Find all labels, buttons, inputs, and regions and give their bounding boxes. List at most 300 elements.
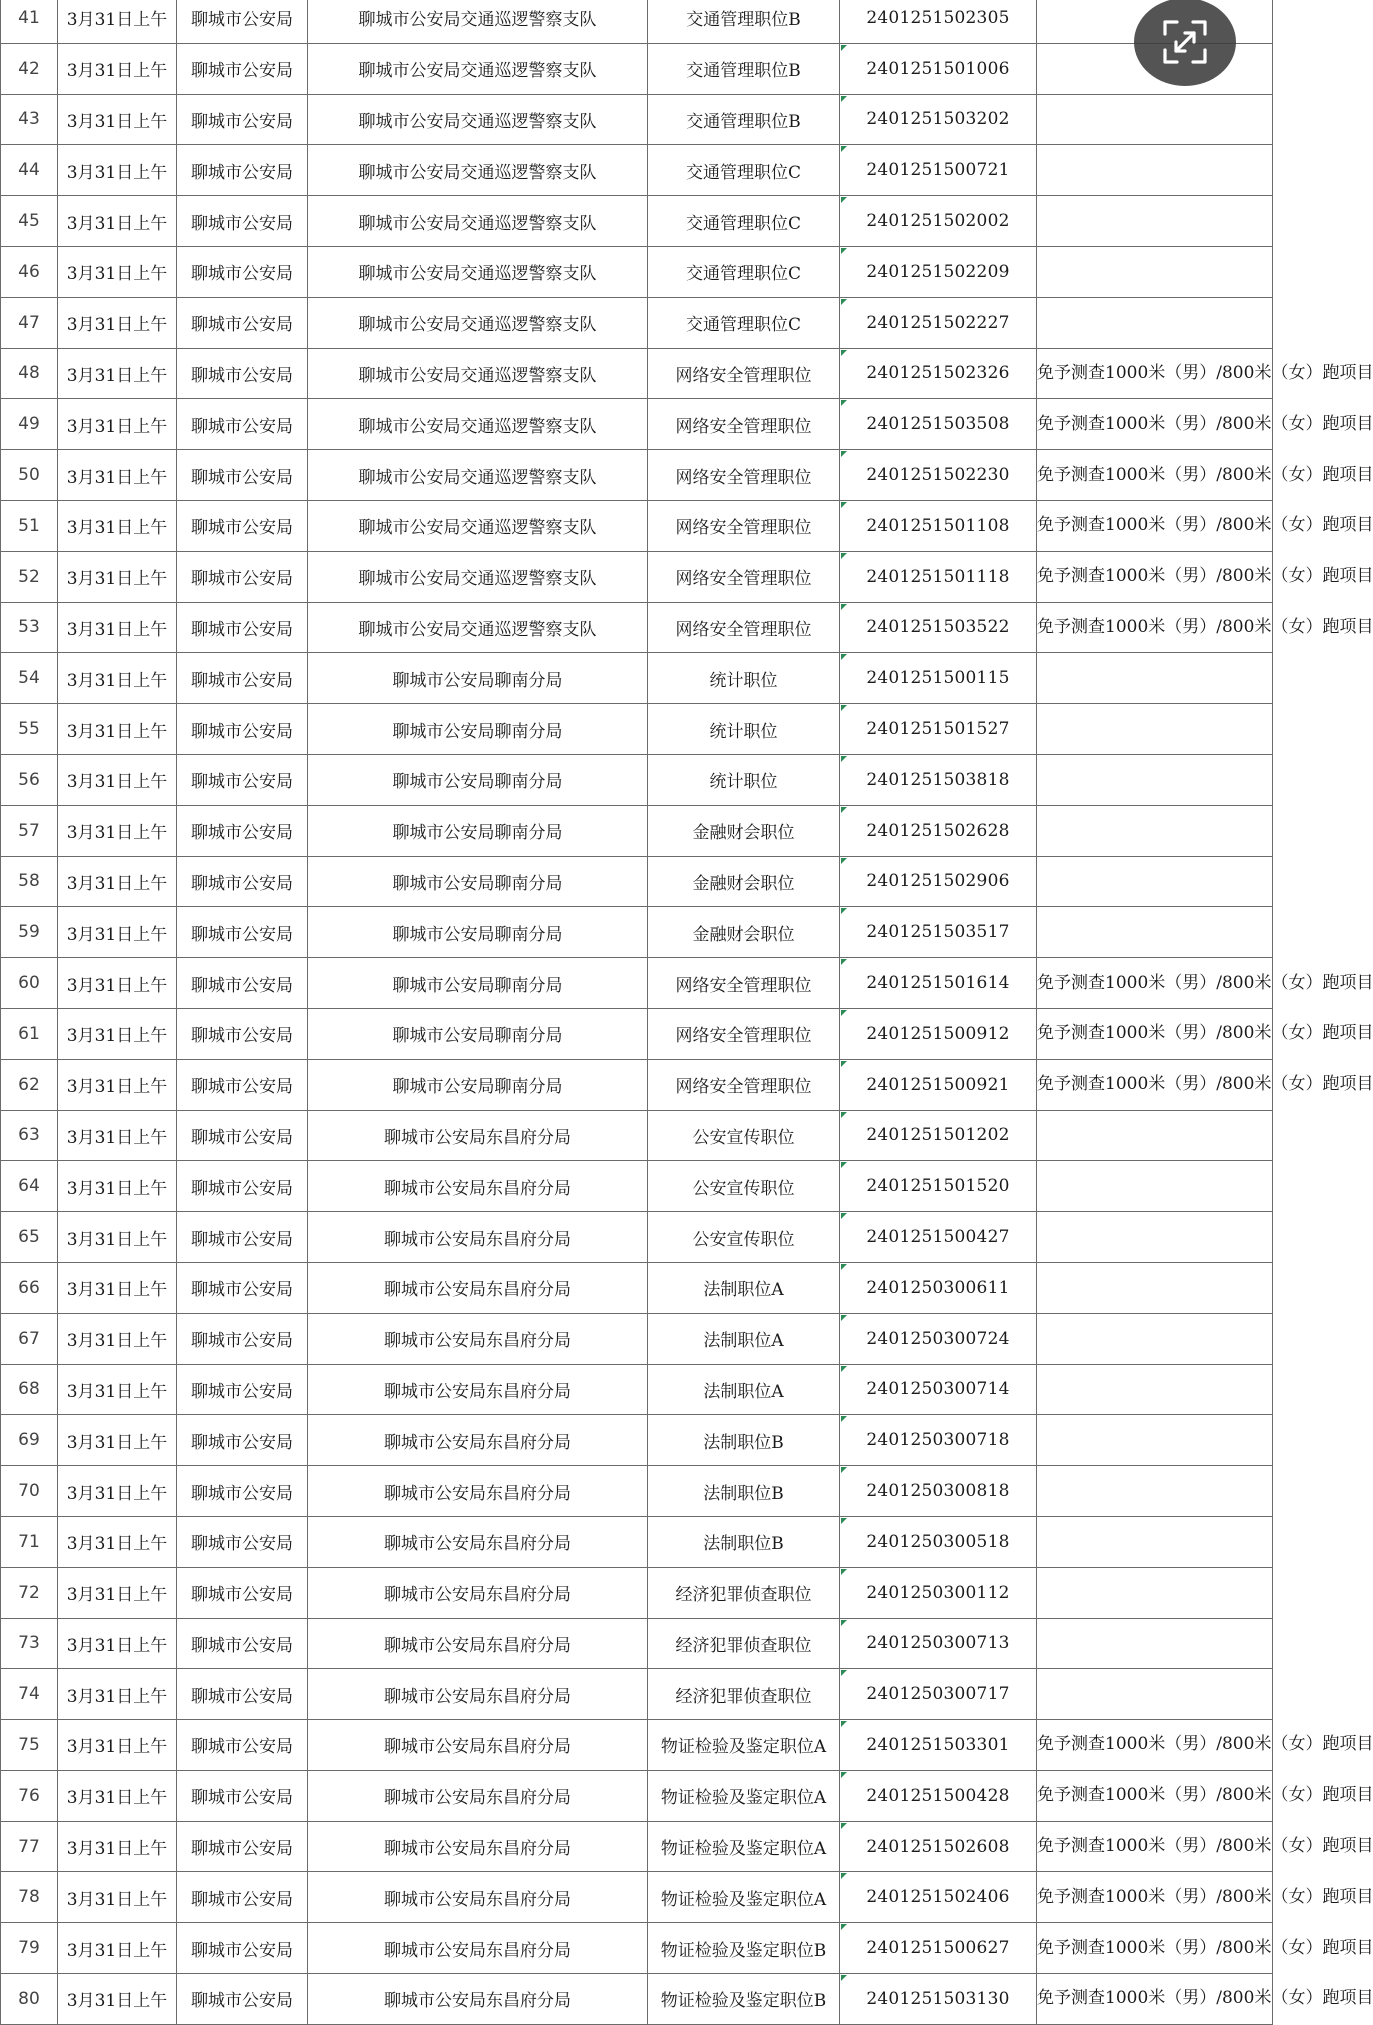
exam-date-cell (58, 1618, 177, 1669)
hiring-unit: 聊城市公安局交通巡逻警察支队 (358, 264, 597, 285)
exam-date-cell (58, 551, 177, 602)
exam-date-cell (58, 1770, 177, 1821)
hiring-agency-cell (177, 43, 308, 94)
candidate-code-cell (840, 1770, 1037, 1821)
position-name: 统计职位 (709, 772, 778, 793)
candidate-code-cell (840, 1516, 1037, 1567)
row-index-cell (1, 1516, 58, 1567)
table-row (1, 1770, 1273, 1821)
remark-cell (1037, 1770, 1373, 1821)
table-row (1, 246, 1273, 297)
position-name: 金融财会职位 (692, 873, 795, 894)
exam-date-cell (58, 1821, 177, 1872)
hiring-agency: 聊城市公安局 (191, 1839, 293, 1860)
hiring-agency: 聊城市公安局 (191, 1280, 293, 1301)
exam-date: 3月31日上午 (66, 61, 168, 82)
remark-cell (1037, 1313, 1273, 1364)
candidate-code-cell (840, 1161, 1037, 1212)
candidate-code: 2401250300713 (866, 1633, 1010, 1654)
hiring-agency: 聊城市公安局 (191, 569, 293, 590)
candidate-code-cell (840, 1212, 1037, 1263)
candidate-code-cell (840, 805, 1037, 856)
row-index: 58 (18, 871, 40, 892)
position-name-cell (648, 450, 840, 501)
position-name: 物证检验及鉴定职位B (660, 1940, 827, 1961)
hiring-agency-cell (177, 602, 308, 653)
row-index-cell (1, 0, 58, 43)
row-index-cell (1, 1364, 58, 1415)
hiring-agency-cell (177, 1923, 308, 1974)
position-name: 交通管理职位C (685, 162, 801, 183)
row-index-cell (1, 1110, 58, 1161)
row-index: 53 (18, 617, 40, 638)
candidate-code-cell (840, 246, 1037, 297)
exam-date-cell (58, 1669, 177, 1720)
exam-date: 3月31日上午 (66, 467, 168, 488)
row-index-cell (1, 1770, 58, 1821)
remark-cell (1037, 450, 1373, 501)
position-name: 法制职位B (703, 1432, 784, 1453)
hiring-unit-cell (308, 1974, 648, 2025)
position-name-cell (648, 1161, 840, 1212)
table-row (1, 399, 1273, 450)
remark-cell (1037, 1212, 1273, 1263)
position-name-cell (648, 1364, 840, 1415)
hiring-agency: 聊城市公安局 (191, 1737, 293, 1758)
row-index-cell (1, 602, 58, 653)
hiring-unit: 聊城市公安局东昌府分局 (384, 1940, 571, 1961)
hiring-agency-cell (177, 856, 308, 907)
candidate-code-cell (840, 602, 1037, 653)
row-index-cell (1, 754, 58, 805)
row-index-cell (1, 1821, 58, 1872)
candidate-code-cell (840, 653, 1037, 704)
candidate-code: 2401251501520 (866, 1176, 1010, 1197)
candidate-code: 2401250300518 (866, 1531, 1010, 1552)
position-name: 物证检验及鉴定职位A (660, 1788, 827, 1809)
remark-cell (1037, 602, 1373, 653)
remark-cell (1037, 1821, 1373, 1872)
remark-cell (1037, 196, 1273, 247)
position-name: 法制职位B (703, 1534, 784, 1555)
table-row (1, 1161, 1273, 1212)
table-row (1, 348, 1273, 399)
exam-date: 3月31日上午 (66, 1381, 168, 1402)
row-index: 75 (18, 1734, 40, 1755)
table-row (1, 1059, 1273, 1110)
exam-date: 3月31日上午 (66, 924, 168, 945)
exam-date: 3月31日上午 (66, 975, 168, 996)
row-index: 57 (18, 820, 40, 841)
hiring-unit-cell (308, 1618, 648, 1669)
hiring-unit-cell (308, 1212, 648, 1263)
hiring-unit-cell (308, 856, 648, 907)
hiring-unit: 聊城市公安局东昌府分局 (384, 1280, 571, 1301)
hiring-agency-cell (177, 1313, 308, 1364)
table-row (1, 1669, 1273, 1720)
position-name-cell (648, 1669, 840, 1720)
candidate-code-cell (840, 1059, 1037, 1110)
hiring-agency: 聊城市公安局 (191, 1940, 293, 1961)
exam-date: 3月31日上午 (66, 873, 168, 894)
position-name: 交通管理职位C (685, 264, 801, 285)
row-index: 50 (18, 465, 40, 486)
row-index: 76 (18, 1785, 40, 1806)
candidate-code-cell (840, 1923, 1037, 1974)
row-index: 48 (18, 363, 40, 384)
remark: 免予测查1000米（男）/800米（女）跑项目 (1037, 1023, 1373, 1044)
hiring-unit-cell (308, 145, 648, 196)
exam-date: 3月31日上午 (66, 619, 168, 640)
hiring-agency-cell (177, 551, 308, 602)
candidate-code: 2401251503508 (866, 414, 1010, 435)
exam-date: 3月31日上午 (66, 1077, 168, 1098)
remark: 免予测查1000米（男）/800米（女）跑项目 (1037, 362, 1373, 383)
hiring-agency-cell (177, 1618, 308, 1669)
candidate-code-cell (840, 1669, 1037, 1720)
hiring-unit-cell (308, 1059, 648, 1110)
remark: 免予测查1000米（男）/800米（女）跑项目 (1037, 515, 1373, 536)
exam-date: 3月31日上午 (66, 569, 168, 590)
position-name: 网络安全管理职位 (675, 518, 812, 539)
hiring-unit-cell (308, 653, 648, 704)
row-index: 55 (18, 719, 40, 740)
hiring-unit: 聊城市公安局东昌府分局 (384, 1381, 571, 1402)
remark-cell (1037, 754, 1273, 805)
candidate-code: 2401251501108 (866, 515, 1010, 536)
exam-date: 3月31日上午 (66, 1585, 168, 1606)
table-row (1, 1262, 1273, 1313)
position-name: 网络安全管理职位 (675, 1026, 812, 1047)
hiring-agency-cell (177, 0, 308, 43)
hiring-unit-cell (308, 704, 648, 755)
hiring-unit-cell (308, 1415, 648, 1466)
hiring-agency: 聊城市公安局 (191, 670, 293, 691)
position-name: 金融财会职位 (692, 823, 795, 844)
remark-cell (1037, 94, 1273, 145)
hiring-unit: 聊城市公安局东昌府分局 (384, 1991, 571, 2012)
table-row (1, 1516, 1273, 1567)
candidate-code-cell (840, 196, 1037, 247)
hiring-agency: 聊城市公安局 (191, 10, 293, 31)
candidate-code: 2401250300714 (866, 1379, 1010, 1400)
candidate-code-cell (840, 1974, 1037, 2025)
position-name-cell (648, 1923, 840, 1974)
candidate-code-cell (840, 1618, 1037, 1669)
hiring-unit-cell (308, 1262, 648, 1313)
exam-date: 3月31日上午 (66, 10, 168, 31)
exam-date: 3月31日上午 (66, 264, 168, 285)
hiring-unit-cell (308, 1872, 648, 1923)
hiring-unit: 聊城市公安局聊南分局 (392, 1077, 563, 1098)
candidate-code: 2401251502608 (866, 1836, 1010, 1857)
candidate-code: 2401251503202 (866, 109, 1010, 130)
candidate-code: 2401251501118 (866, 566, 1010, 587)
position-name-cell (648, 246, 840, 297)
hiring-unit: 聊城市公安局东昌府分局 (384, 1229, 571, 1250)
table-row (1, 754, 1273, 805)
remark-cell (1037, 145, 1273, 196)
table-row (1, 958, 1273, 1009)
exam-date-cell (58, 653, 177, 704)
table-row (1, 653, 1273, 704)
remark-cell (1037, 1974, 1373, 2025)
candidate-code: 2401251500721 (866, 160, 1010, 181)
hiring-unit: 聊城市公安局东昌府分局 (384, 1635, 571, 1656)
candidate-code: 2401251503301 (866, 1734, 1010, 1755)
hiring-agency-cell (177, 1466, 308, 1517)
candidate-code-cell (840, 907, 1037, 958)
hiring-unit: 聊城市公安局东昌府分局 (384, 1432, 571, 1453)
row-index-cell (1, 348, 58, 399)
table-row (1, 94, 1273, 145)
exam-date-cell (58, 704, 177, 755)
hiring-agency-cell (177, 500, 308, 551)
table-body (1, 0, 1373, 2024)
table-row (1, 196, 1273, 247)
exam-date-cell (58, 805, 177, 856)
remark-cell (1037, 1516, 1273, 1567)
row-index-cell (1, 1923, 58, 1974)
hiring-agency: 聊城市公安局 (191, 1026, 293, 1047)
row-index-cell (1, 1008, 58, 1059)
position-name: 交通管理职位B (686, 61, 801, 82)
hiring-unit: 聊城市公安局交通巡逻警察支队 (358, 518, 597, 539)
position-name: 统计职位 (709, 721, 778, 742)
exam-date: 3月31日上午 (66, 518, 168, 539)
hiring-unit: 聊城市公安局交通巡逻警察支队 (358, 213, 597, 234)
table-row (1, 1567, 1273, 1618)
table-row (1, 1212, 1273, 1263)
row-index-cell (1, 1059, 58, 1110)
hiring-unit-cell (308, 348, 648, 399)
hiring-unit: 聊城市公安局聊南分局 (392, 670, 563, 691)
remark-cell (1037, 1262, 1273, 1313)
hiring-agency: 聊城市公安局 (191, 823, 293, 844)
table-row (1, 1008, 1273, 1059)
exam-date: 3月31日上午 (66, 162, 168, 183)
row-index: 64 (18, 1176, 40, 1197)
remark: 免予测查1000米（男）/800米（女）跑项目 (1037, 1937, 1373, 1958)
hiring-unit: 聊城市公安局东昌府分局 (384, 1585, 571, 1606)
hiring-agency: 聊城市公安局 (191, 1331, 293, 1352)
hiring-unit: 聊城市公安局交通巡逻警察支队 (358, 61, 597, 82)
row-index-cell (1, 1872, 58, 1923)
row-index: 41 (18, 7, 40, 28)
exam-date-cell (58, 1872, 177, 1923)
exam-date-cell (58, 246, 177, 297)
hiring-unit: 聊城市公安局聊南分局 (392, 1026, 563, 1047)
hiring-unit: 聊城市公安局交通巡逻警察支队 (358, 416, 597, 437)
row-index-cell (1, 704, 58, 755)
row-index-cell (1, 1313, 58, 1364)
exam-date: 3月31日上午 (66, 1686, 168, 1707)
row-index: 47 (18, 312, 40, 333)
position-name: 网络安全管理职位 (675, 569, 812, 590)
row-index: 51 (18, 515, 40, 536)
exam-date: 3月31日上午 (66, 1432, 168, 1453)
hiring-agency-cell (177, 1059, 308, 1110)
hiring-agency-cell (177, 1669, 308, 1720)
hiring-unit-cell (308, 450, 648, 501)
exam-date: 3月31日上午 (66, 365, 168, 386)
table-row (1, 1872, 1273, 1923)
exam-date-cell (58, 1212, 177, 1263)
row-index: 56 (18, 769, 40, 790)
remark-cell (1037, 297, 1273, 348)
hiring-agency: 聊城市公安局 (191, 1127, 293, 1148)
remark-cell (1037, 500, 1373, 551)
candidate-code: 2401251500115 (866, 668, 1010, 689)
candidate-code: 2401251502227 (866, 312, 1010, 333)
row-index: 42 (18, 58, 40, 79)
candidate-code: 2401250300112 (866, 1582, 1010, 1603)
remark-cell (1037, 1161, 1273, 1212)
hiring-agency: 聊城市公安局 (191, 518, 293, 539)
hiring-agency-cell (177, 1364, 308, 1415)
row-index-cell (1, 297, 58, 348)
table-row (1, 43, 1273, 94)
remark-cell (1037, 1008, 1373, 1059)
hiring-agency-cell (177, 1872, 308, 1923)
position-name: 法制职位A (703, 1381, 784, 1402)
row-index: 63 (18, 1125, 40, 1146)
hiring-agency: 聊城市公安局 (191, 467, 293, 488)
exam-date: 3月31日上午 (66, 1534, 168, 1555)
position-name: 网络安全管理职位 (675, 619, 812, 640)
candidate-code-cell (840, 754, 1037, 805)
row-index: 71 (18, 1531, 40, 1552)
exam-date: 3月31日上午 (66, 1331, 168, 1352)
hiring-unit-cell (308, 1313, 648, 1364)
table-row (1, 145, 1273, 196)
hiring-agency-cell (177, 348, 308, 399)
expand-button[interactable] (1134, 0, 1236, 86)
row-index-cell (1, 1262, 58, 1313)
remark-cell (1037, 399, 1373, 450)
candidate-code: 2401251501202 (866, 1125, 1010, 1146)
row-index-cell (1, 1974, 58, 2025)
exam-date: 3月31日上午 (66, 416, 168, 437)
position-name: 法制职位B (703, 1483, 784, 1504)
position-name-cell (648, 602, 840, 653)
hiring-agency-cell (177, 399, 308, 450)
hiring-unit: 聊城市公安局交通巡逻警察支队 (358, 111, 597, 132)
hiring-unit-cell (308, 297, 648, 348)
hiring-agency: 聊城市公安局 (191, 873, 293, 894)
exam-date-cell (58, 1262, 177, 1313)
position-name: 法制职位A (703, 1280, 784, 1301)
remark: 免予测查1000米（男）/800米（女）跑项目 (1037, 972, 1373, 993)
position-name-cell (648, 94, 840, 145)
hiring-agency-cell (177, 196, 308, 247)
hiring-agency: 聊城市公安局 (191, 721, 293, 742)
row-index-cell (1, 958, 58, 1009)
hiring-unit-cell (308, 958, 648, 1009)
position-name: 公安宣传职位 (692, 1178, 795, 1199)
position-name: 交通管理职位C (685, 315, 801, 336)
table-row (1, 704, 1273, 755)
hiring-agency: 聊城市公安局 (191, 315, 293, 336)
hiring-agency: 聊城市公安局 (191, 162, 293, 183)
row-index-cell (1, 246, 58, 297)
remark: 免予测查1000米（男）/800米（女）跑项目 (1037, 1988, 1373, 2009)
remark: 免予测查1000米（男）/800米（女）跑项目 (1037, 1074, 1373, 1095)
remark-cell (1037, 1618, 1273, 1669)
exam-date-cell (58, 145, 177, 196)
exam-date-cell (58, 43, 177, 94)
table-row (1, 1364, 1273, 1415)
row-index: 49 (18, 414, 40, 435)
position-name-cell (648, 145, 840, 196)
row-index-cell (1, 653, 58, 704)
table-row (1, 907, 1273, 958)
candidate-code: 2401251500428 (866, 1785, 1010, 1806)
exam-date: 3月31日上午 (66, 1889, 168, 1910)
candidate-code: 2401251501614 (866, 973, 1010, 994)
row-index-cell (1, 1415, 58, 1466)
position-name: 交通管理职位B (686, 10, 801, 31)
hiring-unit: 聊城市公安局东昌府分局 (384, 1788, 571, 1809)
position-name: 法制职位A (703, 1331, 784, 1352)
row-index-cell (1, 399, 58, 450)
hiring-agency-cell (177, 1974, 308, 2025)
candidate-code-cell (840, 1466, 1037, 1517)
table-row (1, 805, 1273, 856)
hiring-unit: 聊城市公安局东昌府分局 (384, 1737, 571, 1758)
table-row (1, 856, 1273, 907)
table-row (1, 1618, 1273, 1669)
row-index: 65 (18, 1227, 40, 1248)
hiring-unit: 聊城市公安局聊南分局 (392, 772, 563, 793)
row-index: 73 (18, 1633, 40, 1654)
position-name-cell (648, 551, 840, 602)
position-name-cell (648, 1821, 840, 1872)
candidate-code: 2401251503818 (866, 769, 1010, 790)
candidate-code-cell (840, 1415, 1037, 1466)
position-name-cell (648, 348, 840, 399)
hiring-unit: 聊城市公安局聊南分局 (392, 873, 563, 894)
candidate-code-cell (840, 145, 1037, 196)
hiring-agency: 聊城市公安局 (191, 1686, 293, 1707)
position-name-cell (648, 1212, 840, 1263)
candidate-code-cell (840, 1567, 1037, 1618)
hiring-agency-cell (177, 1110, 308, 1161)
row-index: 80 (18, 1988, 40, 2009)
row-index: 72 (18, 1582, 40, 1603)
exam-date: 3月31日上午 (66, 1940, 168, 1961)
table-row (1, 500, 1273, 551)
exam-date: 3月31日上午 (66, 1788, 168, 1809)
hiring-unit: 聊城市公安局东昌府分局 (384, 1483, 571, 1504)
candidate-code: 2401251502305 (866, 7, 1010, 28)
exam-date-cell (58, 1923, 177, 1974)
hiring-unit-cell (308, 196, 648, 247)
remark-cell (1037, 907, 1273, 958)
hiring-unit: 聊城市公安局东昌府分局 (384, 1127, 571, 1148)
position-name-cell (648, 754, 840, 805)
hiring-unit: 聊城市公安局交通巡逻警察支队 (358, 467, 597, 488)
candidate-code-cell (840, 704, 1037, 755)
exam-date-cell (58, 1008, 177, 1059)
position-name-cell (648, 1770, 840, 1821)
hiring-unit-cell (308, 1516, 648, 1567)
hiring-agency: 聊城市公安局 (191, 365, 293, 386)
hiring-agency: 聊城市公安局 (191, 772, 293, 793)
table-row (1, 1415, 1273, 1466)
hiring-unit: 聊城市公安局聊南分局 (392, 721, 563, 742)
hiring-agency: 聊城市公安局 (191, 1178, 293, 1199)
